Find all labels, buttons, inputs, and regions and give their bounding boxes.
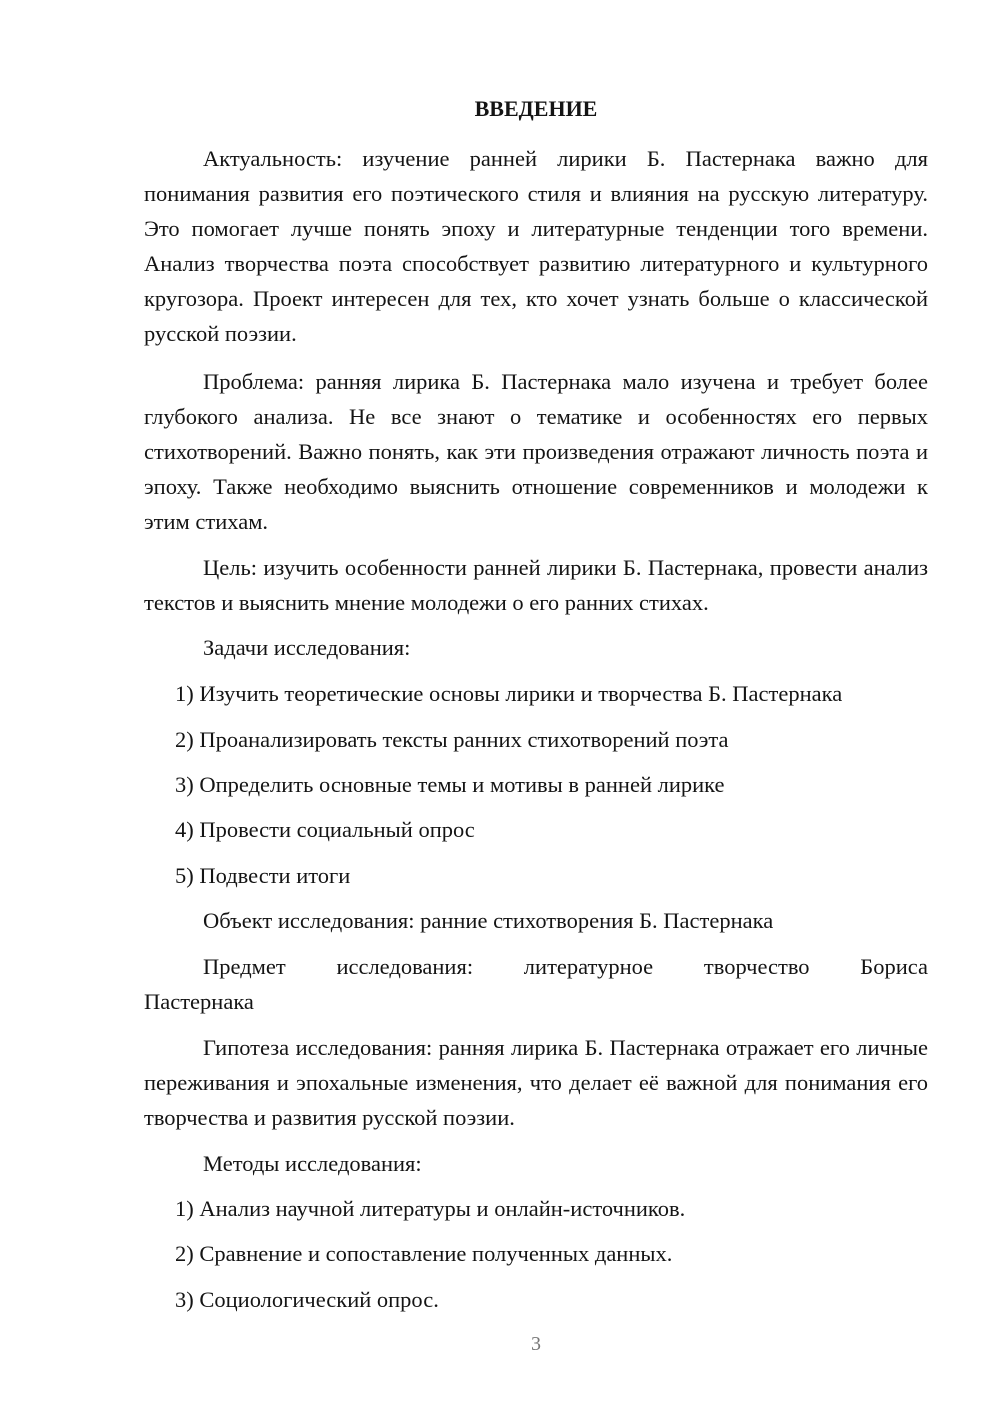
page-title: ВВЕДЕНИЕ — [474, 96, 598, 121]
object-paragraph: Объект исследования: ранние стихотворения Б. Пастернака — [203, 908, 774, 933]
list-item: 4) Провести социальный опрос — [175, 817, 475, 842]
list-item: 1) Анализ научной литературы и онлайн-источников. — [175, 1196, 686, 1221]
subject-paragraph-line: Предмет исследования: литературное творчество Бориса — [203, 954, 928, 979]
subject-paragraph-line: Пастернака — [144, 989, 254, 1014]
problem-paragraph: Проблема: ранняя лирика Б. Пастернака мало изучена и требует более глубокого анализа. Не все знают о тематике и особенностях его первых стихотворений. Важно понять, как эти произведения отражают личность поэта и эпоху. Также необходимо выяснить отношение современников и молодежи к этим стихам. — [144, 369, 928, 534]
goal-paragraph: Цель: изучить особенности ранней лирики Б. Пастернака, провести анализ текстов и выяснить мнение молодежи о его ранних стихах. — [144, 555, 928, 615]
list-item: 2) Проанализировать тексты ранних стихотворений поэта — [175, 727, 729, 752]
list-item: 1) Изучить теоретические основы лирики и творчества Б. Пастернака — [175, 681, 843, 706]
methods-heading: Методы исследования: — [203, 1151, 422, 1176]
page-number: 3 — [531, 1333, 541, 1355]
hypothesis-paragraph: Гипотеза исследования: ранняя лирика Б. Пастернака отражает его личные переживания и эпохальные изменения, что делает её важной для понимания его творчества и развития русской поэзии. — [144, 1035, 928, 1130]
list-item: 3) Определить основные темы и мотивы в ранней лирике — [175, 772, 725, 797]
tasks-heading: Задачи исследования: — [203, 635, 411, 660]
relevance-paragraph: Актуальность: изучение ранней лирики Б. Пастернака важно для понимания развития его поэтического стиля и влияния на русскую литературу. Это помогает лучше понять эпоху и литературные тенденции того времени. Анализ творчества поэта способствует развитию литературного и культурного кругозора. Проект интересен для тех, кто хочет узнать больше о классической русской поэзии. — [144, 146, 928, 346]
list-item: 3) Социологический опрос. — [175, 1287, 439, 1312]
list-item: 5) Подвести итоги — [175, 863, 351, 888]
list-item: 2) Сравнение и сопоставление полученных данных. — [175, 1241, 673, 1266]
